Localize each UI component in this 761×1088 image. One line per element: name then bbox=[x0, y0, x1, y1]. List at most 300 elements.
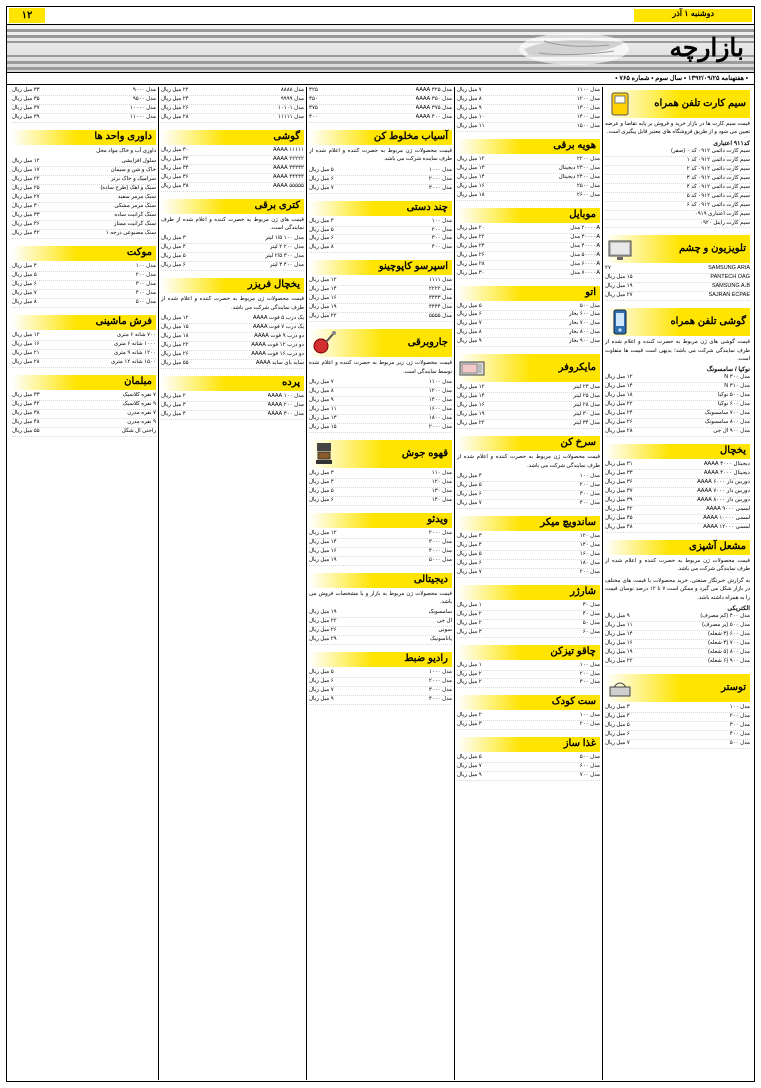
price-row bbox=[12, 185, 156, 194]
item-name: سرامیک و خاک برتر bbox=[110, 176, 156, 183]
item-price: ۱۴ میل ریال bbox=[605, 630, 633, 637]
item-price: ۹ میل ریال bbox=[457, 104, 482, 111]
price-row bbox=[309, 530, 452, 539]
price-row bbox=[605, 193, 750, 202]
item-price: ۲۶ میل ریال bbox=[457, 251, 485, 258]
item-price: ۳۷۵ bbox=[309, 104, 318, 111]
item-price: ۱۳ میل ریال bbox=[309, 414, 337, 421]
price-row bbox=[12, 158, 156, 167]
item-name: خاک و شن و سیمان bbox=[110, 167, 156, 174]
price-list bbox=[457, 156, 600, 201]
price-list bbox=[12, 332, 156, 368]
item-price: ۲۲ میل ریال bbox=[457, 420, 485, 427]
item-price: ۸ میل ریال bbox=[309, 244, 334, 251]
price-row bbox=[161, 262, 304, 271]
item-name: SAJRAN ECPAE bbox=[708, 292, 750, 299]
block-spacer bbox=[457, 132, 600, 136]
block-spacer bbox=[457, 279, 600, 283]
item-price: ۴ میل ریال bbox=[605, 712, 630, 719]
item-price: ۱۱ میل ریال bbox=[309, 405, 337, 412]
item-price: ۲۶ میل ریال bbox=[309, 627, 337, 634]
item-name: مدل ۱۰۰ bbox=[431, 217, 452, 224]
item-name: ۴۰۰۰۰A مدل bbox=[570, 242, 600, 249]
item-price bbox=[605, 175, 607, 183]
item-name: مدل ۳۰۰ bbox=[579, 679, 600, 686]
item-name: مدل ۸۰۰ بخار bbox=[568, 329, 600, 336]
tv-icon bbox=[607, 236, 633, 262]
block-spacer bbox=[309, 645, 452, 649]
item-name: مدل ۵۰۰ (پر مصرف) bbox=[702, 621, 750, 628]
price-row bbox=[12, 114, 156, 123]
item-price: ۱۶ میل ریال bbox=[605, 639, 633, 646]
item-price: ۱۴ میل ریال bbox=[309, 286, 337, 293]
item-price: ۲۹ میل ریال bbox=[309, 636, 337, 643]
item-price: ۶ میل ریال bbox=[457, 311, 482, 318]
price-row bbox=[457, 679, 600, 688]
price-row bbox=[309, 548, 452, 557]
price-row bbox=[605, 410, 750, 419]
item-name: ۳۰۰۰۰A مدل bbox=[570, 233, 600, 240]
section-header bbox=[309, 652, 452, 667]
item-price: ۵ میل ریال bbox=[605, 721, 630, 728]
group-label: کد۹۱۱ اعتباری bbox=[713, 139, 750, 147]
vacuum-icon bbox=[311, 330, 337, 356]
price-row bbox=[309, 114, 452, 123]
item-price: ۹ میل ریال bbox=[309, 696, 334, 703]
item-price: ۴۰۰ bbox=[309, 113, 318, 120]
item-name: مدل ۱۳۰۰ bbox=[576, 104, 600, 111]
item-price: ۷ میل ریال bbox=[457, 499, 482, 506]
item-price: ۴ میل ریال bbox=[161, 244, 186, 251]
item-price: ۱۴ میل ریال bbox=[457, 173, 485, 180]
item-price: ۱۲ میل ریال bbox=[161, 315, 189, 322]
item-price: ۳۵۰ bbox=[309, 95, 318, 102]
item-name: مدل ۷۰۰ بخار bbox=[568, 320, 600, 327]
column-2 bbox=[454, 87, 602, 1080]
item-name: مدل ۱۱۱۱ bbox=[428, 277, 452, 284]
item-price: ۵ میل ریال bbox=[457, 302, 482, 309]
item-name: سیم کارت دائمی ۰۹۱۲ کد ۱ bbox=[686, 156, 750, 163]
price-list bbox=[457, 87, 600, 132]
section-note: قیمت گوشی های ژن مربوط به حصرت کننده و اعلام شده از طرف نمایندگی شرکت می باشد؛ بدیهی است قیمت ها متفاوت است. bbox=[605, 339, 750, 363]
price-list bbox=[309, 470, 452, 506]
price-row bbox=[457, 560, 600, 569]
item-price: ۱۵ میل ریال bbox=[605, 274, 633, 281]
section-header bbox=[605, 674, 750, 702]
item-name: مدل ۳۲۵ AAAA bbox=[415, 87, 452, 93]
item-price: ۹ میل ریال bbox=[457, 772, 482, 779]
item-name: مدل ۶۰۰ نوکیا bbox=[717, 401, 750, 408]
block-spacer bbox=[161, 420, 304, 424]
item-price: ۲ میل ریال bbox=[161, 392, 186, 399]
section-header bbox=[309, 329, 452, 357]
price-row bbox=[457, 542, 600, 551]
section-note: قیمت های ژن مربوط به حصرت کننده و اعلام شده از طرف نمایندگی است. bbox=[161, 216, 304, 232]
section-title: رادیو ضبط bbox=[404, 653, 448, 665]
section-note: قیمت محصولات ژن مربوط به حصرت کننده و اعلام شده از طرف نماینده شرکت می باشد. bbox=[309, 147, 452, 163]
item-name: مدل ۱۴۰ bbox=[579, 541, 600, 548]
item-name: مدل ۲۸ لیتر bbox=[573, 402, 600, 409]
section-title: جاروبرقی bbox=[407, 337, 448, 349]
price-row bbox=[605, 211, 750, 220]
item-name: مدل ۳۰۰ ۲/۵ لیتر bbox=[265, 253, 304, 260]
masthead-stripes bbox=[7, 25, 754, 72]
item-name: سیم کارت اعتباری ۰۹۱۹ bbox=[694, 210, 750, 217]
price-row bbox=[457, 338, 600, 347]
section-header bbox=[161, 130, 304, 145]
section-header bbox=[457, 286, 600, 301]
item-price: ۳ میل ریال bbox=[457, 532, 482, 539]
item-price: ۱۹ میل ریال bbox=[309, 304, 337, 311]
price-row bbox=[309, 678, 452, 687]
item-name: مدل ۱۰۰ AAAA bbox=[267, 392, 304, 399]
price-row bbox=[161, 333, 304, 342]
item-name: یک درب ۷ فوت AAAA bbox=[252, 324, 304, 331]
price-row bbox=[309, 379, 452, 388]
price-row bbox=[309, 218, 452, 227]
price-row bbox=[309, 286, 452, 295]
item-name: لمسی ۱۰۰۰۰ AAAA bbox=[703, 515, 750, 522]
item-name: مدل ۲۰۰۰ bbox=[428, 423, 452, 430]
price-row bbox=[457, 384, 600, 393]
column-3 bbox=[306, 87, 454, 1080]
section-title: توستر bbox=[721, 681, 746, 693]
item-price bbox=[605, 157, 607, 165]
item-price: ۷ میل ریال bbox=[457, 763, 482, 770]
price-row bbox=[161, 360, 304, 369]
price-row bbox=[12, 359, 156, 368]
section-title: اسپرسو کاپوچینو bbox=[378, 261, 448, 273]
block-spacer bbox=[161, 369, 304, 373]
item-name: مدل ۲۰۰ bbox=[579, 481, 600, 488]
item-name: مدل ۹۰۰ ال جی bbox=[713, 428, 750, 435]
block-spacer bbox=[605, 533, 750, 537]
price-row bbox=[161, 174, 304, 183]
price-row bbox=[309, 424, 452, 433]
item-price: ۱۸ میل ریال bbox=[457, 191, 485, 198]
item-price: ۵۵ میل ریال bbox=[161, 359, 189, 366]
section-note: قیمت محصولات ژن مربوط به بازار و با مشخصات فروش می باشد. bbox=[309, 590, 452, 605]
price-row bbox=[309, 304, 452, 313]
price-row bbox=[457, 270, 600, 279]
item-name: سامسونگ bbox=[428, 609, 452, 616]
item-name: سیم کارت دائمی ۰۹۱۲ کد ۴ bbox=[686, 183, 750, 190]
price-row bbox=[161, 165, 304, 174]
item-price: ۳ میل ریال bbox=[161, 235, 186, 242]
item-name: مدل ۴۰۰ bbox=[579, 499, 600, 506]
item-name: سیم کارت دائمی ۰۹۱۲ کد ۵ bbox=[686, 192, 750, 199]
item-price: ۳۸ میل ریال bbox=[161, 182, 189, 189]
item-price: ۲۲ میل ریال bbox=[309, 618, 337, 625]
price-list bbox=[457, 662, 600, 689]
item-name: مدل ۳۵۰ AAAA bbox=[415, 95, 452, 102]
section-note: داوری آب و خاک مواد محل bbox=[96, 147, 156, 154]
price-row bbox=[457, 482, 600, 491]
price-row bbox=[457, 393, 600, 402]
section-header bbox=[605, 308, 750, 336]
price-row bbox=[605, 497, 750, 506]
item-name: مدل ۱۰۰۰۰ bbox=[129, 104, 156, 111]
price-row bbox=[605, 148, 750, 157]
price-list bbox=[309, 277, 452, 322]
price-list bbox=[309, 609, 452, 645]
block-spacer bbox=[457, 347, 600, 351]
price-row bbox=[309, 105, 452, 114]
section-note: قیمت محصولات ژن مربوط به حصرت کننده و اعلام شده از طرف نمایندگی شرکت می باشد. bbox=[161, 296, 304, 311]
item-price: ۱۹ میل ریال bbox=[457, 411, 485, 418]
price-row bbox=[457, 772, 600, 781]
price-list bbox=[457, 712, 600, 730]
item-name: مدل ۳۰۰۰ bbox=[428, 687, 452, 694]
item-price: ۱۲ میل ریال bbox=[457, 384, 485, 391]
item-name: مدل ۱۰۰ bbox=[579, 472, 600, 479]
item-name: ۳۳۳۳۳ AAAA bbox=[273, 164, 304, 171]
section-header bbox=[457, 139, 600, 154]
item-name: مدل ۴۰۰ AAAA bbox=[415, 113, 452, 120]
item-name: مدل ۱۰۰ bbox=[135, 262, 156, 269]
item-price: ۲۱ میل ریال bbox=[12, 349, 40, 356]
price-row bbox=[457, 721, 600, 730]
item-price: ۳ میل ریال bbox=[457, 628, 482, 635]
item-price: ۷ میل ریال bbox=[12, 289, 37, 296]
price-list bbox=[309, 530, 452, 566]
item-name: لمسی ۱۲۰۰۰ AAAA bbox=[703, 524, 750, 531]
item-price: ۱۲ میل ریال bbox=[309, 277, 337, 284]
item-name: مدل ۳۰۰ bbox=[729, 721, 750, 728]
item-name: مدل ۱۸۰۰ bbox=[428, 414, 452, 421]
price-list bbox=[309, 167, 452, 194]
item-name: مدل ۱۸۰ bbox=[579, 559, 600, 566]
section-note: قیمت سیم کارت ها در بازار خرید و فروش بر پایه تقاضا و عرضه تعیین می شود و از طریق فروشگاه های معتبر قابل پیگیری است. bbox=[605, 121, 750, 136]
item-price: ۴۲ میل ریال bbox=[605, 506, 633, 513]
price-row bbox=[605, 622, 750, 631]
price-row bbox=[457, 662, 600, 671]
price-row bbox=[309, 313, 452, 322]
globe-icon bbox=[514, 29, 634, 69]
item-price: ۲۴ میل ریال bbox=[457, 242, 485, 249]
item-price: ۳ میل ریال bbox=[457, 721, 482, 728]
item-price: ۴ میل ریال bbox=[12, 262, 37, 269]
section-header bbox=[457, 645, 600, 660]
item-price: ۲۶ میل ریال bbox=[605, 419, 633, 426]
item-name: مدل ۹۰۰ بخار bbox=[568, 338, 600, 345]
section-header bbox=[457, 354, 600, 382]
item-price: ۳۸ میل ریال bbox=[12, 409, 40, 416]
price-row bbox=[605, 524, 750, 533]
item-name: مدل ۱۲۰ bbox=[579, 532, 600, 539]
page-section-label: دوشنبه ۱ آذر bbox=[672, 9, 714, 18]
price-list bbox=[605, 148, 750, 229]
item-price: ۹ میل ریال bbox=[605, 612, 630, 619]
section-header bbox=[605, 540, 750, 555]
price-row bbox=[12, 401, 156, 410]
item-name: مدل ۹۹۹۹ bbox=[280, 95, 304, 102]
item-name: سیم کارت رایتل ۰۹۲۰ bbox=[699, 219, 750, 226]
price-row bbox=[605, 157, 750, 166]
item-name: پاناسونیک bbox=[430, 636, 452, 643]
item-name: مدل ۲۰۰ bbox=[135, 271, 156, 278]
item-price: ۱۳ میل ریال bbox=[457, 164, 485, 171]
price-row bbox=[457, 234, 600, 243]
section-header bbox=[161, 278, 304, 293]
item-name: مدل ۹۵۰۰ bbox=[132, 95, 156, 102]
item-price: ۳۳ میل ریال bbox=[12, 212, 40, 219]
item-name: مدل ۳۰ لیتر bbox=[573, 411, 600, 418]
price-row bbox=[605, 731, 750, 740]
item-price: ۵ میل ریال bbox=[309, 669, 334, 676]
price-row bbox=[605, 713, 750, 722]
item-price bbox=[605, 184, 607, 192]
group-label: الکتریکی bbox=[727, 604, 750, 612]
item-name: مدل ۵۰ bbox=[582, 619, 600, 626]
item-price: ۳۱ میل ریال bbox=[605, 461, 633, 468]
section-title: گوشی تلفن همراه bbox=[670, 316, 746, 328]
item-price: ۷ میل ریال bbox=[457, 87, 482, 93]
item-name: مدل ۵۰۰ bbox=[729, 739, 750, 746]
item-name: سیم کارت دائمی ۰۹۱۲ کد ۰ (صفر) bbox=[671, 147, 750, 154]
price-row bbox=[309, 696, 452, 705]
item-name: مدل ۴۰۰۰ bbox=[428, 696, 452, 703]
price-row bbox=[12, 419, 156, 428]
item-price: ۱ میل ریال bbox=[457, 601, 482, 608]
item-price: ۷ میل ریال bbox=[309, 184, 334, 191]
item-price: ۱۹ میل ریال bbox=[309, 556, 337, 563]
price-row bbox=[457, 551, 600, 560]
item-price: ۱۹ میل ریال bbox=[309, 609, 337, 616]
price-row bbox=[605, 419, 750, 428]
item-price: ۶ میل ریال bbox=[161, 262, 186, 269]
item-price: ۱۹ میل ریال bbox=[605, 283, 633, 290]
block-spacer bbox=[457, 688, 600, 692]
price-row bbox=[605, 184, 750, 193]
section-title: یخچال bbox=[719, 445, 746, 457]
item-name: دوربین دار ۷۰۰۰ AAAA bbox=[697, 488, 750, 495]
item-price bbox=[605, 166, 607, 174]
item-name: ۱۲۰۰ شانه ۹ متری bbox=[113, 349, 156, 356]
item-name: ۷۰۰۰۰A مدل bbox=[570, 269, 600, 276]
item-price: ۲۵ میل ریال bbox=[12, 185, 40, 192]
price-list bbox=[12, 158, 156, 239]
item-price: ۱۸ میل ریال bbox=[605, 392, 633, 399]
item-price: ۷ میل ریال bbox=[457, 568, 482, 575]
block-spacer bbox=[605, 301, 750, 305]
toaster-icon bbox=[607, 675, 633, 701]
page-number: ۱۲ bbox=[9, 8, 45, 23]
block-spacer bbox=[309, 566, 452, 570]
price-row bbox=[161, 351, 304, 360]
price-row bbox=[457, 411, 600, 420]
item-price: ۲۴ میل ریال bbox=[605, 410, 633, 417]
price-row bbox=[12, 263, 156, 272]
price-row bbox=[12, 272, 156, 281]
section-header bbox=[605, 444, 750, 459]
price-row bbox=[605, 649, 750, 658]
price-row bbox=[12, 341, 156, 350]
section-note: قیمت محصولات ژن مربوط به حصرت کننده و اعلام شده از طرف نمایندگی شرکت می باشد. bbox=[605, 558, 750, 573]
block-spacer bbox=[161, 192, 304, 196]
item-price: ۲۸ میل ریال bbox=[12, 358, 40, 365]
block-spacer bbox=[161, 123, 304, 127]
newspaper-page bbox=[6, 6, 755, 1082]
item-name: ۲۰۰۰۰A مدل bbox=[570, 224, 600, 231]
block-spacer bbox=[457, 201, 600, 205]
section-title: غذا ساز bbox=[563, 738, 596, 750]
item-name: مدل ۲۰۰ AAAA bbox=[267, 401, 304, 408]
price-list bbox=[309, 218, 452, 254]
price-row bbox=[605, 479, 750, 488]
price-row bbox=[12, 203, 156, 212]
item-price: ۴ میل ریال bbox=[309, 478, 334, 485]
section-title: پرده bbox=[282, 376, 300, 388]
section-title: شارژر bbox=[570, 585, 596, 597]
price-row bbox=[605, 220, 750, 229]
section-header bbox=[457, 208, 600, 223]
price-row bbox=[161, 114, 304, 123]
item-price: ۴ میل ریال bbox=[161, 410, 186, 417]
item-name: مدل ۳۰ bbox=[582, 601, 600, 608]
item-price bbox=[605, 202, 607, 210]
item-price: ۱۹ میل ریال bbox=[605, 648, 633, 655]
item-price: ۳۰ میل ریال bbox=[161, 146, 189, 153]
section-header bbox=[12, 315, 156, 330]
price-row bbox=[457, 500, 600, 509]
price-row bbox=[161, 156, 304, 165]
item-name: مدل ۱۴۰۰ bbox=[428, 396, 452, 403]
price-row bbox=[457, 96, 600, 105]
item-price: ۳۵ میل ریال bbox=[12, 95, 40, 102]
price-row bbox=[457, 165, 600, 174]
price-row bbox=[605, 640, 750, 649]
block-spacer bbox=[605, 749, 750, 753]
section-header bbox=[309, 513, 452, 528]
section-header bbox=[309, 260, 452, 275]
item-name: دو درب ۱۶ فوت AAAA bbox=[251, 350, 304, 357]
item-price: ۱۴ میل ریال bbox=[605, 383, 633, 390]
price-row bbox=[605, 631, 750, 640]
price-row bbox=[605, 704, 750, 713]
price-row bbox=[457, 629, 600, 638]
item-price: ۶ میل ریال bbox=[309, 678, 334, 685]
price-list bbox=[309, 87, 452, 123]
item-name: لمسی ۹۰۰۰ AAAA bbox=[706, 506, 750, 513]
price-row bbox=[161, 183, 304, 192]
section-title: چاقو تیزکن bbox=[550, 645, 596, 657]
price-row bbox=[12, 392, 156, 401]
price-row bbox=[457, 620, 600, 629]
block-spacer bbox=[457, 509, 600, 513]
item-price: ۴۸ میل ریال bbox=[605, 524, 633, 531]
item-name: دو درب ۱۲ فوت AAAA bbox=[251, 342, 304, 348]
item-price: ۴ میل ریال bbox=[457, 541, 482, 548]
item-name: ۹ نفره کلاسیک bbox=[122, 400, 156, 407]
item-price: ۱۶ میل ریال bbox=[457, 182, 485, 189]
item-price: ۳۰ میل ریال bbox=[457, 269, 485, 276]
price-row bbox=[12, 230, 156, 239]
item-price: ۱۸ میل ریال bbox=[161, 333, 189, 340]
price-row bbox=[457, 225, 600, 234]
item-name: مدل ۳۰۰۰ bbox=[428, 538, 452, 545]
item-price: ۳۳ میل ریال bbox=[12, 87, 40, 93]
item-price: ۸ میل ریال bbox=[309, 387, 334, 394]
item-name: مدل ۴۰۰ bbox=[431, 244, 452, 251]
column-4 bbox=[158, 87, 306, 1080]
section-title: ساندویچ میکر bbox=[540, 516, 596, 528]
item-name: مدل ۲۰۰ bbox=[579, 670, 600, 677]
section-title: تلویزیون و چشم bbox=[679, 243, 746, 255]
section-note-secondary: به گزارش خبرنگار صنعتی، خرید محصولات با قیمت های مختلف در بازار شکل می گیرد و ممکن است ۷ تا ۱۲ درصد نوسان قیمت را به همراه داشته باشد. bbox=[605, 577, 751, 601]
section-header bbox=[605, 235, 750, 263]
item-price: ۲۸ میل ریال bbox=[161, 113, 189, 120]
